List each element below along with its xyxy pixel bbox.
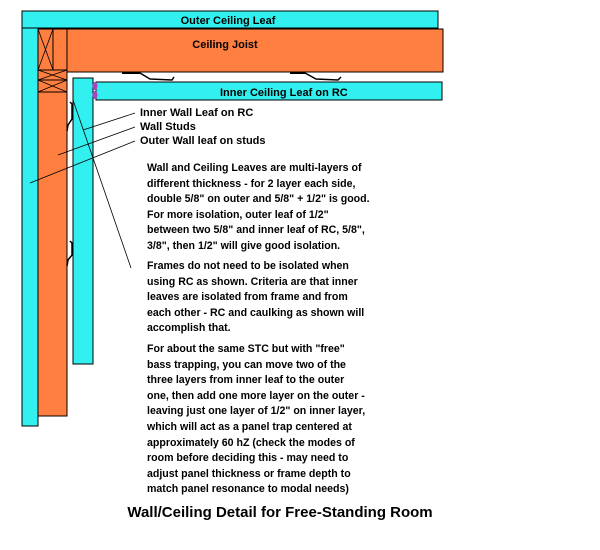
resilient-channel-ceiling-2 [290,73,341,80]
callout-wall-studs: Wall Studs [140,121,196,133]
leader-wall-studs [58,127,135,155]
outer-wall-leaf [22,28,38,426]
inner-ceiling-leaf-label: Inner Ceiling Leaf on RC [220,87,348,99]
note-frames-isolation: Frames do not need to be isolated when using RC as shown. Criteria are that inner leaves are isolated from frame and from each other - RC and caulking as shown will accomplish that. [147,260,365,335]
ceiling-joist-label: Ceiling Joist [192,39,258,51]
diagram-caption: Wall/Ceiling Detail for Free-Standing Room [127,504,433,521]
note-bass-trapping: For about the same STC but with "free" bass trapping, you can move two of the three layers from inner leaf to the outer one, then add one more layer on the outer - leaving just one layer of 1/2" on inner layer, which will act as a panel trap centered at approximately 60 hZ (check the modes of room before deciding this - may need to adjust panel thickness or frame depth to match panel resonance to modal needs) [147,343,366,496]
resilient-channel-wall-1 [67,102,72,131]
inner-wall-leaf [73,78,93,364]
note-leaf-layers: Wall and Ceiling Leaves are multi-layers of different thickness - for 2 layer each side, double 5/8" on outer and 5/8" + 1/2" is good. For more isolation, outer leaf of 1/2" between two 5/8" and inner leaf of RC, 5/8", 3/8", then 1/2" will give good isolation. [147,162,370,252]
callout-inner-wall-leaf: Inner Wall Leaf on RC [140,107,254,119]
resilient-channel-ceiling-1 [122,73,174,80]
outer-ceiling-leaf-label: Outer Ceiling Leaf [180,15,276,27]
resilient-channel-wall-2 [67,241,72,266]
callout-outer-wall-leaf: Outer Wall leaf on studs [140,135,266,147]
